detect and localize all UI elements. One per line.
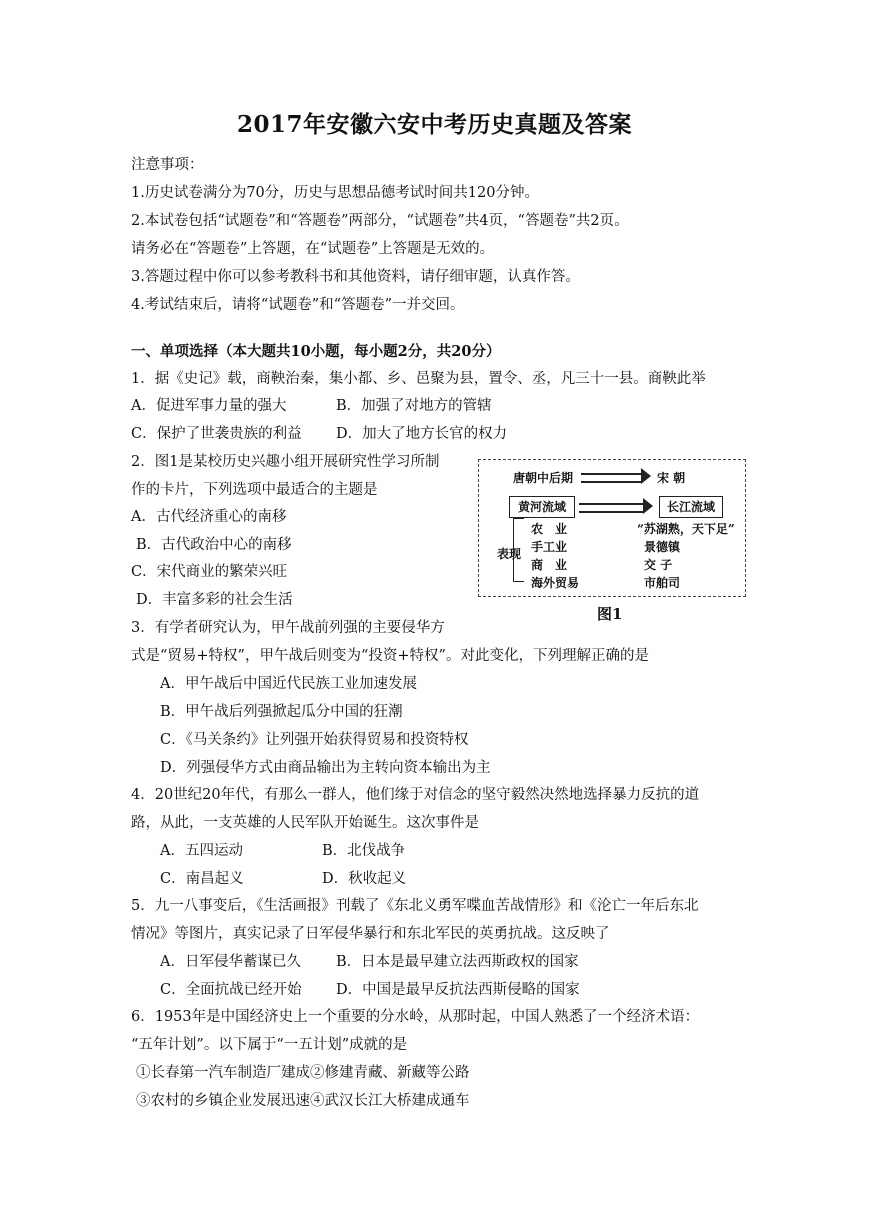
- question-2-option-a: A．古代经济重心的南移: [131, 509, 287, 525]
- figure-sector: 海外贸易: [531, 576, 580, 590]
- question-1-stem: 1．据《史记》载，商鞅治秦，集小都、乡、邑聚为县，置令、丞，凡三十一县。商鞅此举: [131, 371, 706, 387]
- question-2-option-d: D．丰富多彩的社会生活: [136, 592, 293, 608]
- question-2-option-b: B．古代政治中心的南移: [136, 537, 292, 553]
- question-3-option-d: D．列强侵华方式由商品输出为主转向资本输出为主: [160, 760, 491, 776]
- figure-side-label: 表现: [497, 547, 522, 561]
- figure-sector: 商 业: [531, 558, 568, 572]
- question-1-option-d: D．加大了地方长官的权力: [336, 426, 508, 442]
- figure-evidence: 市舶司: [644, 576, 681, 590]
- figure-to-region: 长江流域: [659, 496, 723, 518]
- page-title: 2017年安徽六安中考历史真题及答案: [236, 111, 632, 138]
- notice-item: 2.本试卷包括“试题卷”和“答题卷”两部分，“试题卷”共4页，“答题卷”共2页。: [131, 213, 629, 229]
- question-5-stem: 5．九一八事变后，《生活画报》刊载了《东北义勇军喋血苦战情形》和《沦亡一年后东北: [131, 898, 699, 914]
- question-6-stem: “五年计划”。以下属于“一五计划”成就的是: [131, 1037, 408, 1053]
- notice-item: 1.历史试卷满分为70分，历史与思想品德考试时间共120分钟。: [131, 185, 539, 201]
- question-3-option-a: A．甲午战后中国近代民族工业加速发展: [160, 676, 417, 692]
- figure-sector: 农 业: [531, 522, 568, 536]
- question-4-option-d: D．秋收起义: [322, 871, 407, 887]
- question-3-stem: 3．有学者研究认为，甲午战前列强的主要侵华方: [131, 620, 445, 636]
- question-1-option-a: A．促进军事力量的强大: [131, 398, 287, 414]
- question-4-option-a: A．五四运动: [160, 843, 243, 859]
- question-3-option-b: B．甲午战后列强掀起瓜分中国的狂潮: [160, 704, 403, 720]
- figure-from-period: 唐朝中后期: [513, 471, 574, 485]
- question-2-stem: 作的卡片，下列选项中最适合的主题是: [131, 482, 378, 498]
- question-1-option-c: C．保护了世袭贵族的利益: [131, 426, 302, 442]
- question-4-option-c: C．南昌起义: [160, 871, 244, 887]
- notice-item: 4.考试结束后，请将“试题卷”和“答题卷”一并交回。: [131, 297, 465, 313]
- figure-evidence: “苏湖熟，天下足”: [637, 522, 735, 536]
- figure-from-region: 黄河流域: [509, 496, 575, 518]
- question-2-option-c: C．宋代商业的繁荣兴旺: [131, 564, 288, 580]
- question-5-option-d: D．中国是最早反抗法西斯侵略的国家: [336, 982, 580, 998]
- question-5-option-a: A．日军侵华蓄谋已久: [160, 954, 301, 970]
- brace-icon: [513, 518, 524, 582]
- notice-item: 3.答题过程中你可以参考教科书和其他资料，请仔细审题，认真作答。: [131, 269, 580, 285]
- question-4-option-b: B．北伐战争: [322, 843, 406, 859]
- figure-caption: 图1: [597, 605, 623, 623]
- question-5-option-b: B．日本是最早建立法西斯政权的国家: [336, 954, 579, 970]
- figure-evidence: 交 子: [644, 558, 673, 572]
- figure-sector: 手工业: [531, 540, 568, 554]
- question-3-option-c: C．《马关条约》让列强开始获得贸易和投资特权: [160, 732, 469, 748]
- question-1-option-b: B．加强了对地方的管辖: [336, 398, 492, 414]
- question-6-items: ③农村的乡镇企业发展迅速④武汉长江大桥建成通车: [136, 1093, 470, 1109]
- question-6-stem: 6．1953年是中国经济史上一个重要的分水岭，从那时起，中国人熟悉了一个经济术语：: [131, 1009, 700, 1025]
- question-6-items: ①长春第一汽车制造厂建成②修建青藏、新藏等公路: [136, 1065, 470, 1081]
- question-4-stem: 4．20世纪20年代，有那么一群人，他们缘于对信念的坚守毅然决然地选择暴力反抗的道: [131, 787, 700, 803]
- question-4-stem: 路，从此，一支英雄的人民军队开始诞生。这次事件是: [131, 815, 479, 831]
- figure-evidence: 景德镇: [644, 540, 681, 554]
- section-heading: 一、单项选择（本大题共10小题，每小题2分，共20分）: [131, 343, 501, 360]
- notice-item: 请务必在“答题卷”上答题，在“试题卷”上答题是无效的。: [131, 241, 495, 257]
- figure-to-period: 宋 朝: [657, 471, 686, 485]
- question-5-stem: 情况》等图片，真实记录了日军侵华暴行和东北军民的英勇抗战。这反映了: [131, 926, 610, 942]
- question-3-stem: 式是“贸易+特权”，甲午战后则变为“投资+特权”。对此变化，下列理解正确的是: [131, 648, 649, 664]
- notice-heading: 注意事项：: [131, 157, 204, 173]
- arrow-right-icon: [579, 503, 643, 513]
- question-2-stem: 2．图1是某校历史兴趣小组开展研究性学习所制: [131, 454, 440, 470]
- arrow-right-icon: [581, 473, 641, 483]
- question-5-option-c: C．全面抗战已经开始: [160, 982, 302, 998]
